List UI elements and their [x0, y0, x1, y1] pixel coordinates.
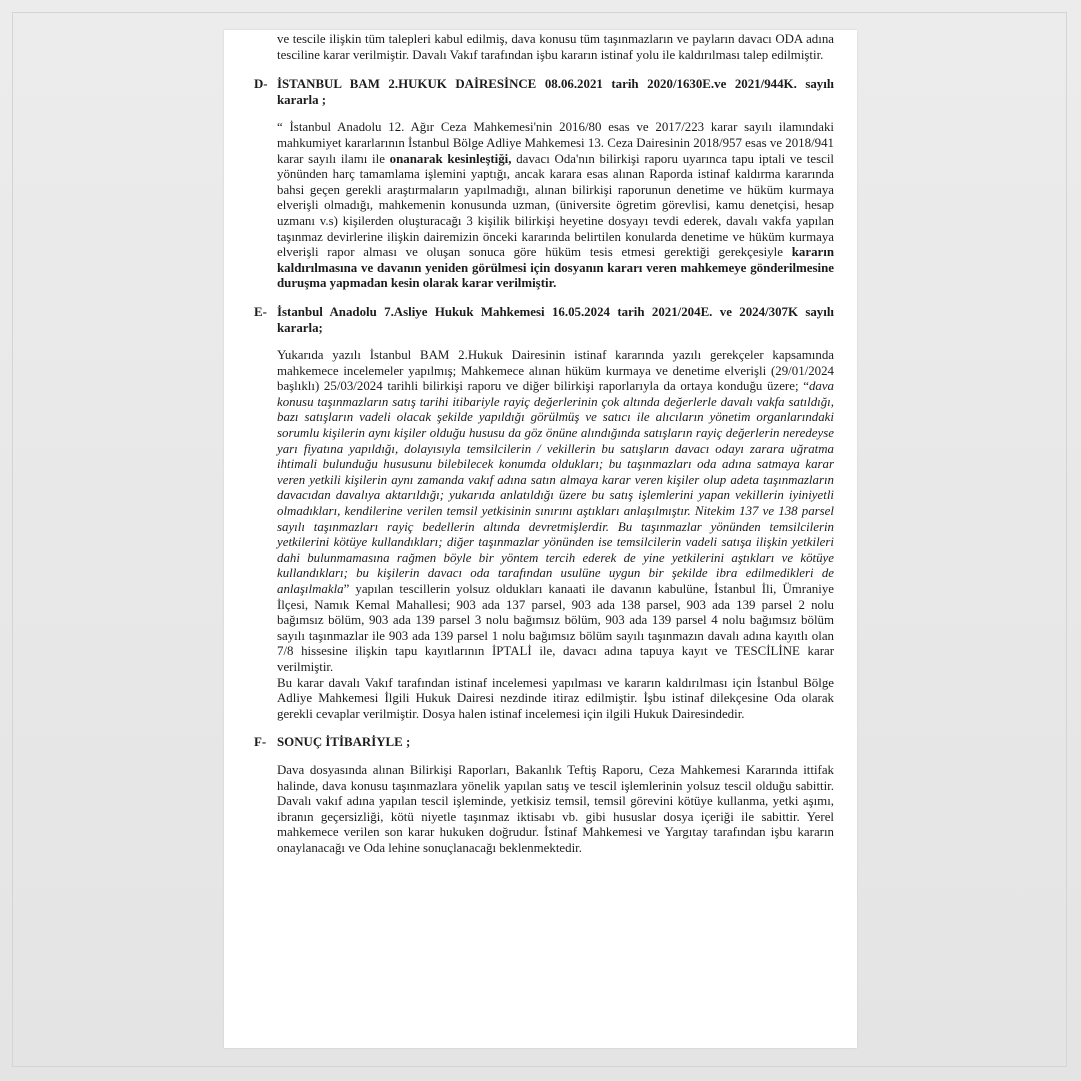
intro-paragraph: ve tescile ilişkin tüm talepleri kabul edilmiş, dava konusu tüm taşınmazların ve payların davacı ODA adına tesciline karar verilmiştir. Davalı Vakıf tarafından işbu kararın istinaf yolu ile kaldırılması talep edilmiştir. — [277, 32, 834, 62]
section-e-letter: E- — [254, 304, 267, 319]
section-d-paragraph — [254, 120, 834, 292]
section-d-title: İSTANBUL BAM 2.HUKUK DAİRESİNCE 08.06.2021 tarih 2020/1630E.ve 2021/944K. sayılı kararla ; — [277, 77, 834, 107]
section-e-paragraph — [254, 348, 834, 675]
section-e-text-2: ” yapılan tescillerin yolsuz oldukları kanaati ile davanın kabulüne, İstanbul İli, Ümraniye İlçesi, Namık Kemal Mahallesi; 903 ada 137 parsel, 903 ada 138 parsel, 903 ada 139 parsel 2 nolu bağımsız bölüm, 903 ada 139 parsel 3 nolu bağımsız bölüm, 903 ada 139 parsel 4 nolu bağımsız bölüm sayılı taşınmazlar ile 903 ada 139 parsel 1 nolu bağımsız bölüm sayılı taşınmazın davalı adına kayıtlı olan 7/8 hissesine ilişkin tapu kayıtlarının İPTALİ ile, davacı adına tapuya kayıt ve TESCİLİNE karar verilmiştir. — [277, 582, 834, 674]
section-e-heading — [254, 305, 834, 336]
section-e-paragraph-2: Bu karar davalı Vakıf tarafından istinaf incelemesi yapılması ve kararın kaldırılması için İstanbul Bölge Adliye Mahkemesi İlgili Hukuk Dairesi nezdinde itiraz edilmiştir. İşbu istinaf dilekçesine Oda olarak gerekli cevaplar verilmiştir. Dosya halen istinaf incelemesi için ilgili Hukuk Dairesindedir. — [277, 675, 834, 721]
section-f-heading — [254, 735, 834, 751]
section-f-paragraph: Dava dosyasında alınan Bilirkişi Raporları, Bakanlık Teftiş Raporu, Ceza Mahkemesi Kararında ittifak halinde, dava konusu taşınmazlara yönelik yapılan satış ve tescil işlemlerinin yolsuz tescil olduğu sabittir. Davalı vakıf adına yapılan tescil işleminde, yetkisiz temsil, temsil görevini kötüye kullanma, yetki aşımı, ibranın geçersizliği, kötü niyetle taşınmaz iktisabı vb. gibi hususlar dosya içeriği ile sabittir. Yerel mahkemece verilen son karar hukuken doğrudur. İstinaf Mahkemesi ve Yargıtay tarafından işbu kararın onaylanacağı ve Oda lehine sonuçlanacağı beklenmektedir. — [277, 762, 834, 855]
section-e-text-1: Yukarıda yazılı İstanbul BAM 2.Hukuk Dairesinin istinaf kararında yazılı gerekçeler kapsamında mahkemece incelemeler yapılmış; Mahkemece alınan hüküm kurmaya ve denetime elverişli (29/01/2024 başlıklı) 25/03/2024 tarihli bilirkişi raporu ve diğer bilirkişi raporlarıyla da ortaya konduğu üzere; “ — [277, 348, 834, 394]
section-d-bold-1: onanarak kesinleştiği, — [389, 151, 512, 166]
section-f-letter: F- — [254, 735, 267, 750]
section-d-heading — [254, 77, 834, 108]
section-e-title: İstanbul Anadolu 7.Asliye Hukuk Mahkemesi 16.05.2024 tarih 2021/204E. ve 2024/307K sayılı kararla; — [277, 304, 834, 335]
section-d-text-1: “ İstanbul Anadolu 12. Ağır Ceza Mahkemesi'nin 2016/80 esas ve 2017/223 karar sayılı ilamındaki mahkumiyet kararlarının İstanbul Bölge Adliye Mahkemesi 13. Ceza Dairesinin 2018/957 esas ve 2018/941 karar sayılı ilamı ile — [277, 120, 834, 166]
section-f-title: SONUÇ İTİBARİYLE ; — [277, 735, 411, 750]
section-d-bold-2: kararın kaldırılmasına ve davanın yeniden görülmesi için dosyanın kararı veren mahkemeye gönderilmesine duruşma yapmadan kesin olarak karar verilmiştir. — [277, 245, 834, 291]
section-d-letter: D- — [254, 77, 268, 92]
document-page — [224, 30, 857, 1048]
section-e-quote: dava konusu taşınmazların satış tarihi itibariyle rayiç değerlerinin çok altında değerlerle davalı vakfa satıldığı, bazı satışların vadeli olacak şekilde yapıldığı görülmüş ve satıcı ile alıcıların yönetim organlarındaki sorumlu kişilerin aynı kişiler olduğu hususu da göz önüne alındığında satışların rayiç değerlerin neredeyse yarı fiyatına yapıldığı, dolayısıyla temsilcilerin / vekillerin bu satışların davacı odayı zarara uğratma ihtimali bulunduğu hususunu bilebilecek konumda oldukları; bu taşınmazları oda adına satmaya karar veren yetkili kişilerin aynı zamanda vakıf adına satın almaya karar veren kişiler olup adeta taşınmazların davacıdan davalıya aktarıldığı; yukarıda anlatıldığı üzere bu satış işlemlerini yapan vekillerin iyiniyetli olmadıkları, kendilerine verilen temsil yetkisinin sınırını aştıkları anlaşılmıştır. Nitekim 137 ve 138 parsel sayılı taşınmazları rayiç bedellerin altında devretmişlerdir. Bu taşınmazlar yönünden temsilcilerin yetkilerini kötüye kullandıkları; diğer taşınmazlar yönünden ise temsilcilerin vadeli satışa ilişkin yetkileri dahi bulunmamasına rağmen böyle bir yöntem tercih ederek de yine yetkilerini aştıkları ve kötüye kullandıkları; bu kişilerin davacı oda tarafından usulüne uygun bir şekilde ibra edilmedikleri de anlaşılmakla — [277, 379, 834, 596]
document-content — [254, 30, 834, 857]
section-d-text-2: davacı Oda'nın bilirkişi raporu uyarınca tapu iptali ve tescil yönünden harç tamamlama işlemini yaptığı, ancak karara esas alınan Raporda istinaf kaldırma kararında bahsi geçen gerekli araştırmaların yapılmadığı, alınan bilirkişi raporunun denetime ve hüküm kurmaya elverişli olmadığı, mahkemenin konusunda uzman, (üniversite ögretim görevlisi, kamu denetçisi, hesap uzmanı v.s) kişilerden oluşturacağı 3 kişilik bilirkişi heyetine dosyayı tevdi ederek, davalı vakfa yapılan taşınmaz devirlerine ilişkin dairemizin önceki kararında belirtilen konularda denetime ve hüküm kurmaya elverişli rapor alması ve oluşan sonuca göre hüküm tesis etmesi gerektiği gerekçesiyle — [277, 151, 834, 260]
